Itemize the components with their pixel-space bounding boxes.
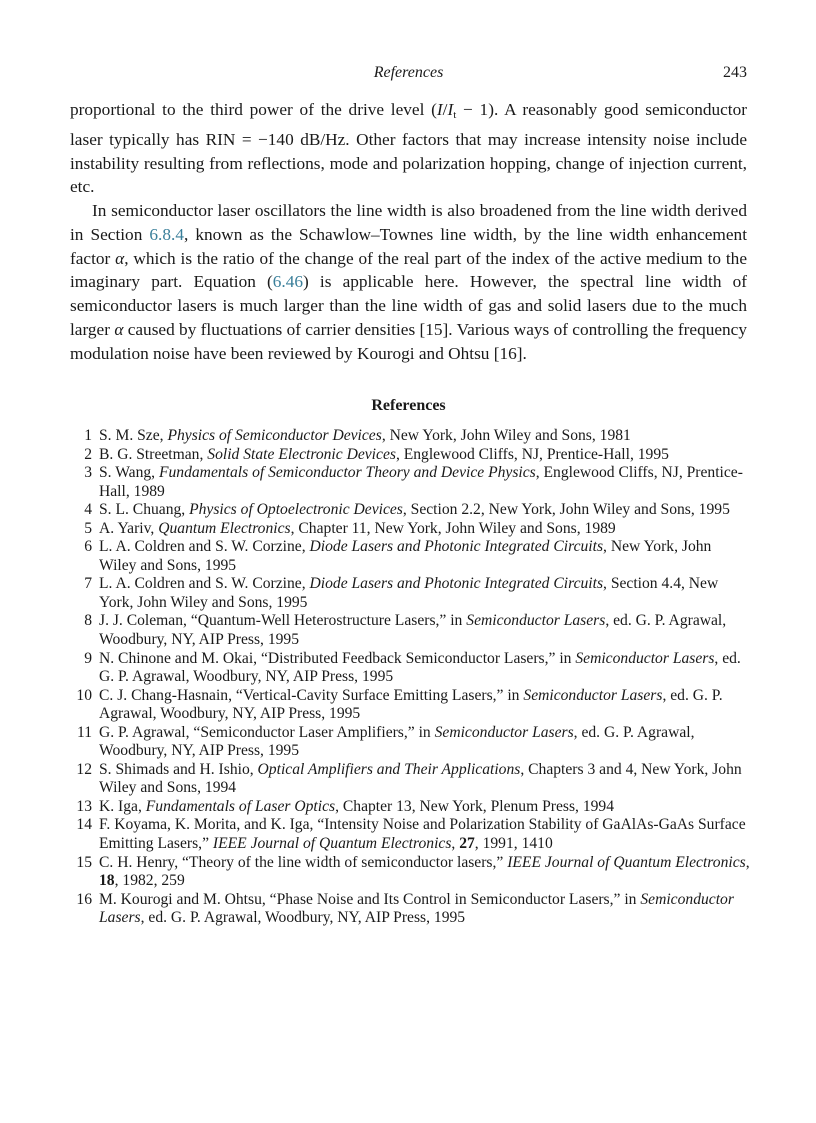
text-segment: , 1982, 259	[114, 872, 185, 890]
page-number: 243	[723, 64, 747, 81]
text-segment: , ed. G. P. Agrawal, Woodbury, NY, AIP Press, 1995	[99, 649, 741, 686]
text-segment: , ed. G. P. Agrawal, Woodbury, NY, AIP Press, 1995	[99, 723, 695, 760]
text-segment: ,	[451, 835, 460, 853]
text-segment: α	[114, 319, 124, 339]
text-segment: S. M. Sze,	[99, 427, 168, 444]
reference-item	[70, 761, 750, 798]
text-segment: M. Kourogi and M. Ohtsu, “Phase Noise and Its Control in Semiconductor Lasers,” in	[99, 890, 641, 908]
text-segment: Fundamentals of Laser Optics	[145, 797, 336, 815]
text-segment: 18	[99, 872, 115, 890]
text-segment: A. Yariv,	[99, 519, 159, 537]
reference-item	[70, 464, 750, 501]
reference-item	[70, 798, 750, 817]
reference-number: 16	[76, 890, 92, 908]
running-title: References	[373, 64, 444, 81]
text-segment: S. Shimads and H. Ishio,	[99, 760, 258, 778]
reference-number: 2	[84, 445, 92, 463]
reference-list	[70, 427, 750, 928]
text-segment: /	[442, 100, 448, 119]
text-segment: ) is applicable here. However, the spectral line width of semiconductor lasers is much larger than the line width of gas and solid lasers due to the much larger	[70, 272, 747, 339]
reference-number: 15	[76, 853, 92, 871]
paragraph	[70, 199, 747, 365]
text-segment: , known as the Schawlow–Townes line width, by the line width enhancement factor	[70, 224, 747, 268]
reference-number: 11	[76, 723, 92, 741]
text-segment: , New York, John Wiley and Sons, 1981	[381, 427, 631, 444]
text-segment: I	[436, 100, 443, 119]
text-segment: C. J. Chang-Hasnain, “Vertical-Cavity Surface Emitting Lasers,” in	[99, 686, 524, 704]
paragraph	[70, 98, 747, 199]
text-segment: 27	[459, 835, 475, 853]
text-segment: L. A. Coldren and S. W. Corzine,	[99, 538, 310, 556]
body-text	[70, 98, 747, 365]
reference-item	[70, 446, 750, 465]
reference-item	[70, 427, 750, 446]
reference-item	[70, 612, 750, 649]
text-segment: IEEE Journal of Quantum Electronics	[507, 853, 746, 871]
reference-number: 6	[84, 538, 92, 556]
reference-number: 7	[84, 575, 92, 593]
reference-number: 10	[76, 686, 92, 704]
reference-item	[70, 520, 750, 539]
text-segment: , Chapters 3 and 4, New York, John Wiley and Sons, 1994	[99, 760, 742, 797]
text-segment: Diode Lasers and Photonic Integrated Circuits	[309, 575, 604, 593]
reference-number: 3	[84, 464, 92, 482]
reference-number: 5	[84, 519, 92, 537]
reference-number: 8	[84, 612, 92, 630]
reference-item	[70, 724, 750, 761]
text-segment: , Englewood Cliffs, NJ, Prentice-Hall, 1995	[395, 445, 669, 463]
text-segment: t	[453, 109, 457, 121]
text-segment: proportional to the third power of the drive level (	[70, 100, 437, 119]
reference-item	[70, 650, 750, 687]
text-segment: , which is the ratio of the change of the real part of the index of the active medium to the imaginary part. Equation (	[70, 248, 747, 292]
text-segment: S. Wang,	[99, 464, 159, 482]
text-segment: S. L. Chuang,	[99, 501, 190, 519]
text-segment: Semiconductor Lasers	[466, 612, 606, 630]
text-segment: Physics of Optoelectronic Devices	[189, 501, 403, 519]
text-segment: C. H. Henry, “Theory of the line width of semiconductor lasers,”	[99, 853, 508, 871]
text-segment: , Englewood Cliffs, NJ, Prentice-Hall, 1989	[99, 464, 743, 500]
running-header	[70, 64, 747, 86]
text-segment: B. G. Streetman,	[99, 445, 208, 463]
text-segment: Quantum Electronics	[158, 519, 291, 537]
reference-item	[70, 891, 750, 928]
text-segment: , Section 4.4, New York, John Wiley and Sons, 1995	[99, 575, 719, 611]
reference-number: 1	[84, 427, 92, 444]
text-segment: IEEE Journal of Quantum Electronics	[212, 835, 452, 853]
reference-number: 9	[84, 649, 92, 667]
reference-item	[70, 575, 750, 612]
cross-reference-link[interactable]: 6.8.4	[149, 224, 184, 244]
text-segment: Solid State Electronic Devices	[207, 445, 396, 463]
text-segment: − 1). A reasonably good semiconductor laser typically has RIN = −140 dB/Hz. Other factors that may increase intensity noise include instability resulting from reflections, mode and polarization hopping, change of injection current, etc.	[70, 100, 747, 197]
text-segment: In semiconductor laser oscillators the line width is also broadened from the line width derived in Section	[70, 201, 747, 244]
text-segment: Semiconductor Lasers	[99, 890, 734, 927]
reference-number: 12	[76, 760, 92, 778]
text-segment: caused by fluctuations of carrier densities [15]. Various ways of controlling the frequency modulation noise have been reviewed by Kourogi and Ohtsu [16].	[70, 319, 747, 363]
text-segment: F. Koyama, K. Morita, and K. Iga, “Intensity Noise and Polarization Stability of GaAlAs-GaAs Surface Emitting Lasers,”	[99, 816, 746, 853]
text-segment: Physics of Semiconductor Devices	[167, 427, 382, 444]
text-segment: α	[115, 248, 125, 268]
text-segment: N. Chinone and M. Okai, “Distributed Feedback Semiconductor Lasers,” in	[99, 649, 576, 667]
text-segment: , ed. G. P. Agrawal, Woodbury, NY, AIP Press, 1995	[140, 909, 466, 927]
text-segment: I	[447, 100, 454, 119]
references-heading: References	[371, 397, 446, 414]
reference-number: 13	[76, 797, 92, 815]
text-segment: K. Iga,	[99, 797, 146, 815]
text-segment: L. A. Coldren and S. W. Corzine,	[99, 575, 310, 593]
reference-item	[70, 687, 750, 724]
text-segment: , 1991, 1410	[474, 835, 553, 853]
text-segment: G. P. Agrawal, “Semiconductor Laser Amplifiers,” in	[99, 723, 435, 741]
text-segment: , New York, John Wiley and Sons, 1995	[99, 538, 712, 574]
text-segment: , Chapter 11, New York, John Wiley and Sons, 1989	[290, 519, 616, 537]
text-segment: ,	[745, 853, 750, 871]
text-segment: Fundamentals of Semiconductor Theory and Device Physics	[158, 464, 536, 482]
text-segment: Diode Lasers and Photonic Integrated Circuits	[309, 538, 604, 556]
text-segment: , ed. G. P. Agrawal, Woodbury, NY, AIP Press, 1995	[99, 686, 723, 723]
text-segment: , Section 2.2, New York, John Wiley and Sons, 1995	[402, 501, 730, 519]
text-segment: , ed. G. P. Agrawal, Woodbury, NY, AIP Press, 1995	[99, 612, 727, 649]
text-segment: Semiconductor Lasers	[434, 723, 574, 741]
text-segment: Semiconductor Lasers	[575, 649, 715, 667]
text-segment: Optical Amplifiers and Their Applications	[257, 760, 521, 778]
text-segment: , Chapter 13, New York, Plenum Press, 1994	[335, 797, 615, 815]
reference-item	[70, 501, 750, 520]
reference-number: 14	[76, 816, 92, 834]
reference-item	[70, 538, 750, 575]
reference-item	[70, 816, 750, 853]
reference-item	[70, 854, 750, 891]
reference-number: 4	[84, 501, 92, 519]
cross-reference-link[interactable]: 6.46	[272, 272, 304, 292]
text-segment: J. J. Coleman, “Quantum-Well Heterostructure Lasers,” in	[99, 612, 467, 630]
text-segment: Semiconductor Lasers	[523, 686, 663, 704]
